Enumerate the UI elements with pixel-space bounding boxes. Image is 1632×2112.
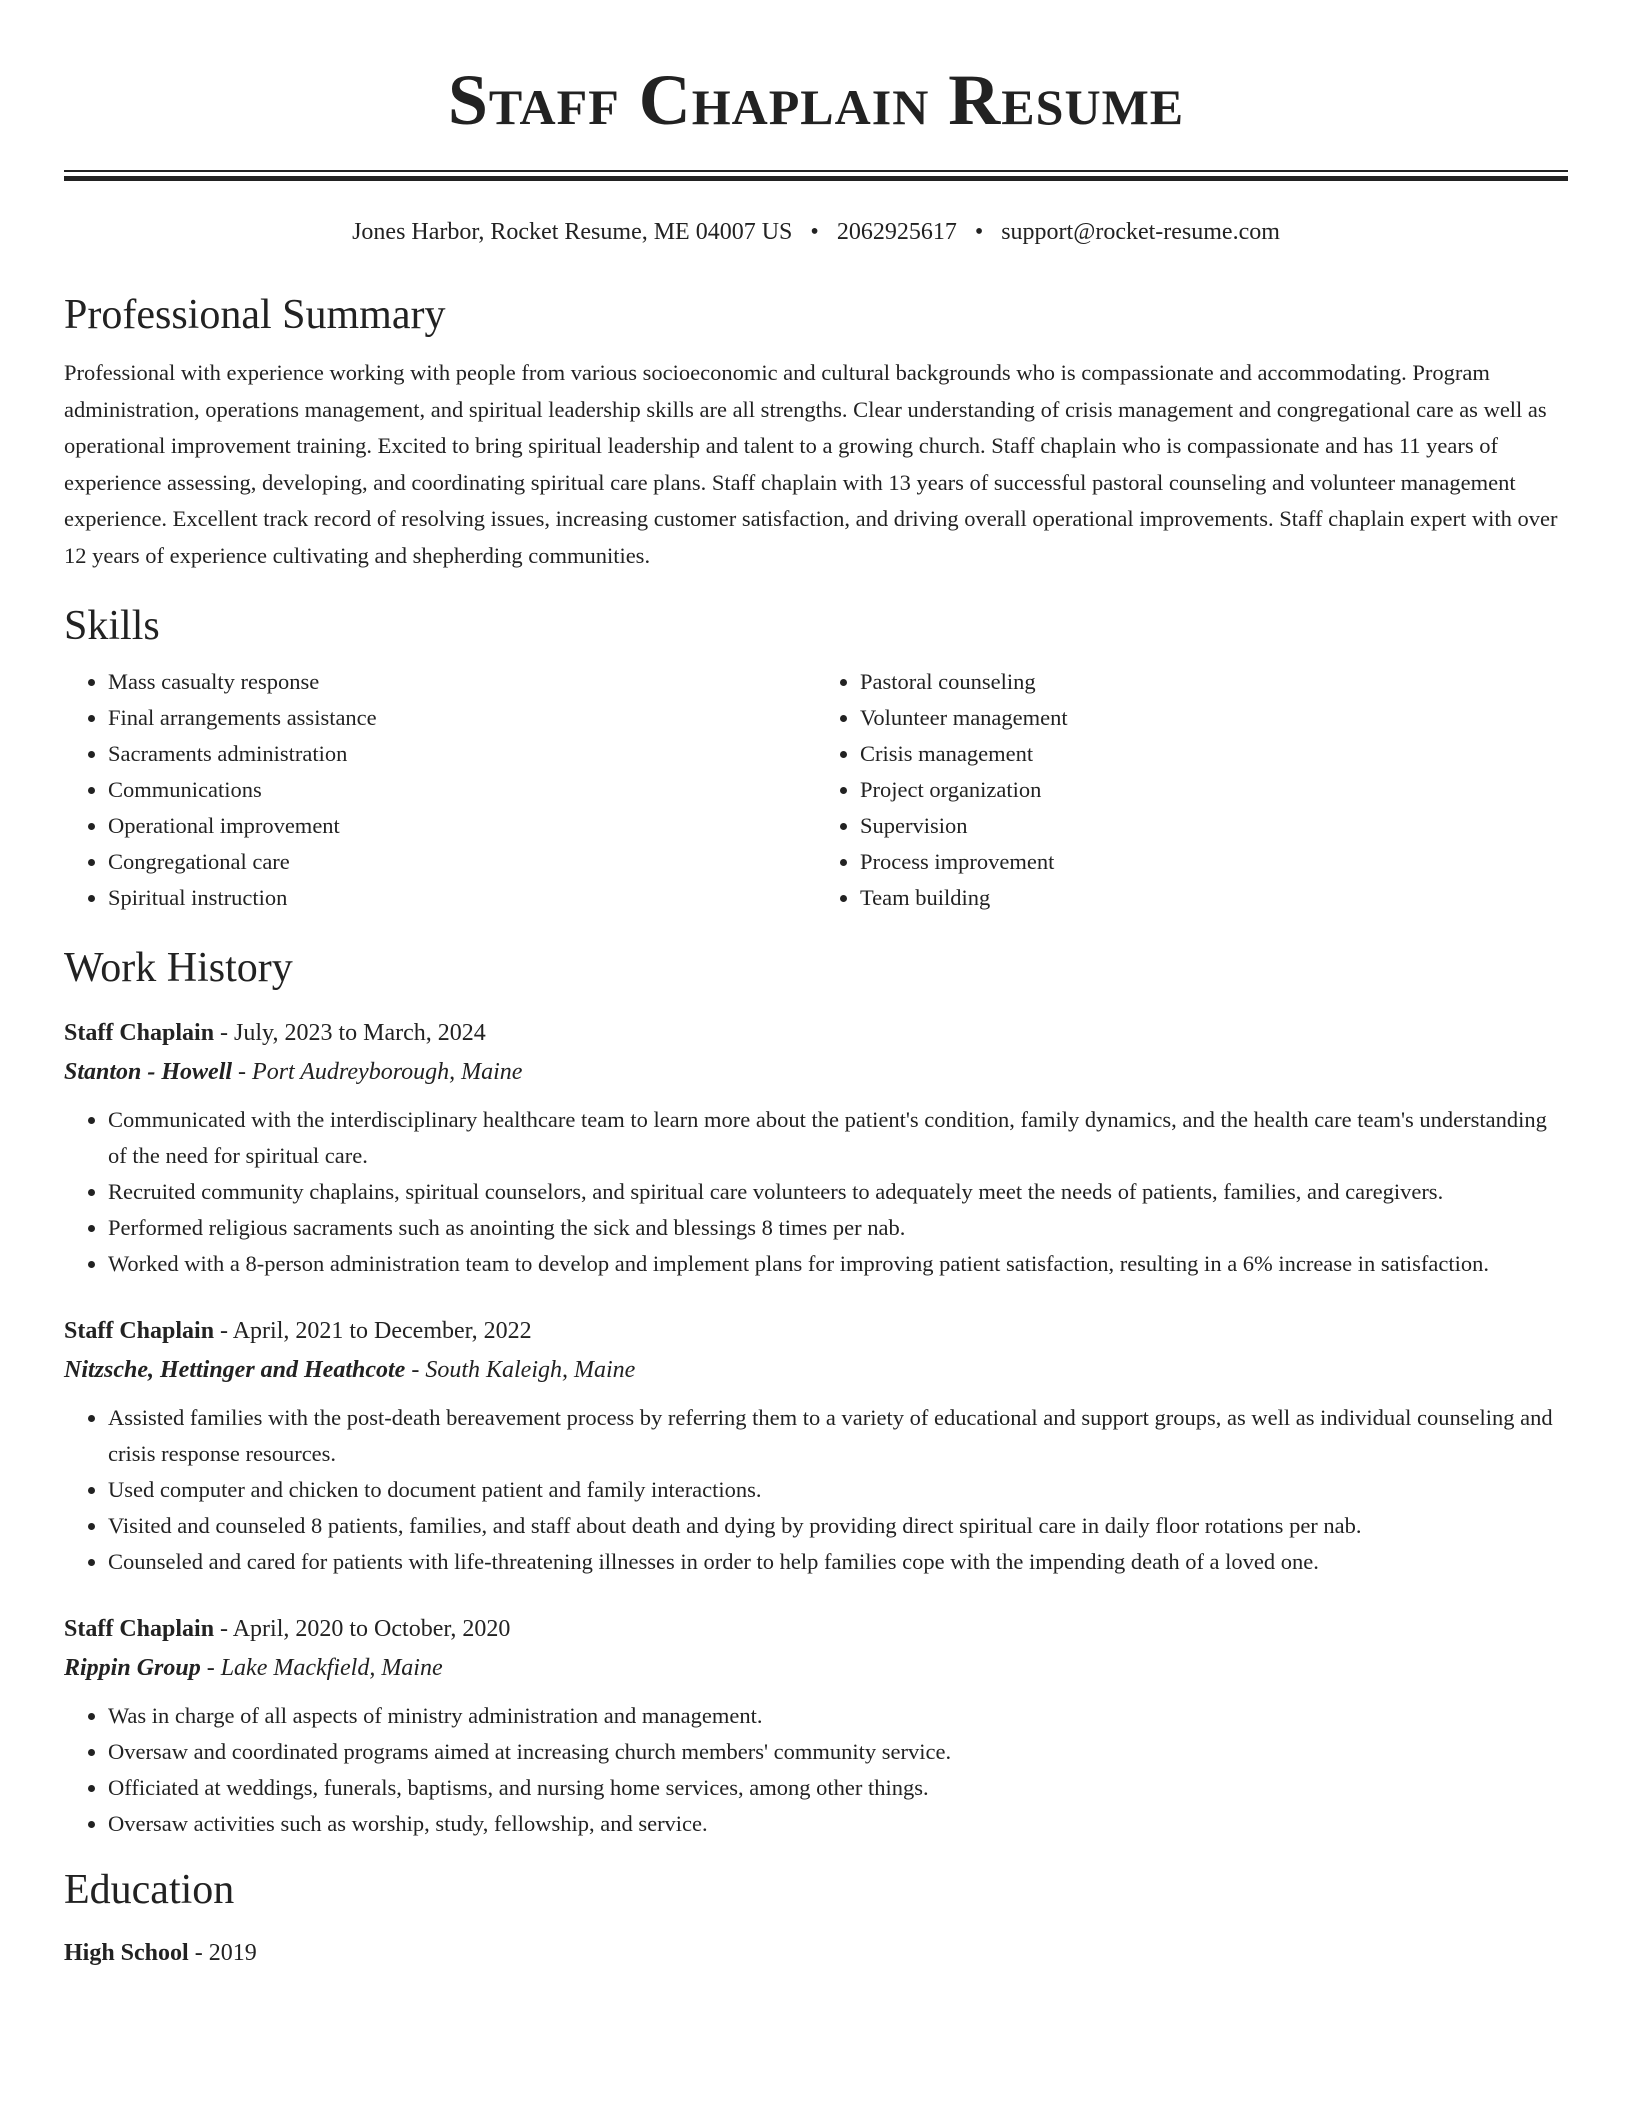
job-title-line <box>64 1610 1568 1648</box>
skill-item: • Sacraments administration <box>108 736 816 772</box>
skill-item: • Supervision <box>860 808 1568 844</box>
job-entry <box>64 1014 1568 1282</box>
contact-separator: • <box>974 219 984 245</box>
summary-section <box>64 289 1568 574</box>
skill-item: • Spiritual instruction <box>108 880 816 916</box>
title-double-rule <box>64 170 1568 181</box>
skill-item: • Operational improvement <box>108 808 816 844</box>
job-bullets <box>64 1102 1568 1282</box>
work-history-section <box>64 942 1568 1842</box>
job-bullet: • Was in charge of all aspects of ministry administration and management. <box>108 1698 1568 1734</box>
job-bullets <box>64 1400 1568 1580</box>
job-location: - Port Audreyborough, Maine <box>232 1059 523 1085</box>
job-bullet: • Recruited community chaplains, spiritual counselors, and spiritual care volunteers to adequately meet the needs of patients, families, and caregivers. <box>108 1174 1568 1210</box>
job-bullet: • Worked with a 8-person administration team to develop and implement plans for improving patient satisfaction, resulting in a 6% increase in satisfaction. <box>108 1246 1568 1282</box>
skills-heading: Skills <box>64 603 160 649</box>
job-location: - Lake Mackfield, Maine <box>200 1655 443 1681</box>
contact-phone: 2062925617 <box>836 219 957 245</box>
education-degree: High School <box>64 1940 189 1966</box>
job-bullet: • Performed religious sacraments such as anointing the sick and blessings 8 times per nab. <box>108 1210 1568 1246</box>
job-title: Staff Chaplain <box>64 1318 215 1344</box>
skill-item: • Mass casualty response <box>108 664 816 700</box>
skill-item: • Team building <box>860 880 1568 916</box>
education-year: - 2019 <box>188 1940 257 1966</box>
summary-text: Professional with experience working with people from various socioeconomic and cultural backgrounds who is compassionate and accommodating. Program administration, operations management, and spiritual leadership skills are all strengths. Clear understanding of crisis management and congregational care as well as operational improvement training. Excited to bring spiritual leadership and talent to a growing church. Staff chaplain who is compassionate and has 11 years of experience assessing, developing, and coordinating spiritual care plans. Staff chaplain with 13 years of successful pastoral counseling and volunteer management experience. Excellent track record of resolving issues, increasing customer satisfaction, and driving overall operational improvements. Staff chaplain expert with over 12 years of experience cultivating and shepherding communities. <box>64 360 1558 568</box>
job-title: Staff Chaplain <box>64 1616 215 1642</box>
skills-list-right <box>816 664 1568 916</box>
job-bullet: • Officiated at weddings, funerals, baptisms, and nursing home services, among other things. <box>108 1770 1568 1806</box>
job-company: Stanton - Howell <box>64 1059 233 1085</box>
skill-item: • Final arrangements assistance <box>108 700 816 736</box>
job-bullet: • Visited and counseled 8 patients, families, and staff about death and dying by providing direct spiritual care in daily floor rotations per nab. <box>108 1508 1568 1544</box>
job-bullet: • Used computer and chicken to document patient and family interactions. <box>108 1472 1568 1508</box>
skill-item: • Project organization <box>860 772 1568 808</box>
skill-item: • Volunteer management <box>860 700 1568 736</box>
skill-item: • Congregational care <box>108 844 816 880</box>
job-bullet: • Communicated with the interdisciplinary healthcare team to learn more about the patient's condition, family dynamics, and the health care team's understanding of the need for spiritual care. <box>108 1102 1568 1174</box>
job-bullet: • Oversaw activities such as worship, study, fellowship, and service. <box>108 1806 1568 1842</box>
job-title: Staff Chaplain <box>64 1020 215 1046</box>
job-entry <box>64 1312 1568 1580</box>
job-bullets <box>64 1698 1568 1842</box>
job-dates: - April, 2021 to December, 2022 <box>214 1318 532 1344</box>
skill-item: • Pastoral counseling <box>860 664 1568 700</box>
job-entry <box>64 1610 1568 1842</box>
job-location: - South Kaleigh, Maine <box>405 1357 636 1383</box>
education-heading: Education <box>64 1867 235 1913</box>
contact-line <box>64 217 1568 247</box>
skill-item: • Communications <box>108 772 816 808</box>
work-history-heading: Work History <box>64 945 293 991</box>
resume-title: Staff Chaplain Resume <box>447 60 1185 140</box>
education-entry <box>64 1934 1568 1972</box>
job-company-line <box>64 1350 1568 1390</box>
skill-item: • Process improvement <box>860 844 1568 880</box>
job-company-line <box>64 1648 1568 1688</box>
summary-heading: Professional Summary <box>64 292 446 338</box>
job-company: Rippin Group <box>64 1655 201 1681</box>
job-title-line <box>64 1014 1568 1052</box>
skill-item: • Crisis management <box>860 736 1568 772</box>
job-bullet: • Counseled and cared for patients with life-threatening illnesses in order to help families cope with the impending death of a loved one. <box>108 1544 1568 1580</box>
job-bullet: • Oversaw and coordinated programs aimed at increasing church members' community service. <box>108 1734 1568 1770</box>
contact-email: support@rocket-resume.com <box>1001 219 1280 245</box>
job-company: Nitzsche, Hettinger and Heathcote <box>64 1357 406 1383</box>
skills-list-left <box>64 664 816 916</box>
job-dates: - July, 2023 to March, 2024 <box>214 1020 486 1046</box>
job-bullet: • Assisted families with the post-death bereavement process by referring them to a variety of educational and support groups, as well as individual counseling and crisis response resources. <box>108 1400 1568 1472</box>
contact-address: Jones Harbor, Rocket Resume, ME 04007 US <box>352 219 793 245</box>
education-section <box>64 1864 1568 1972</box>
job-company-line <box>64 1052 1568 1092</box>
skills-columns <box>64 664 1568 916</box>
skills-section <box>64 600 1568 916</box>
job-dates: - April, 2020 to October, 2020 <box>214 1616 511 1642</box>
contact-separator: • <box>810 219 819 245</box>
job-title-line <box>64 1312 1568 1350</box>
